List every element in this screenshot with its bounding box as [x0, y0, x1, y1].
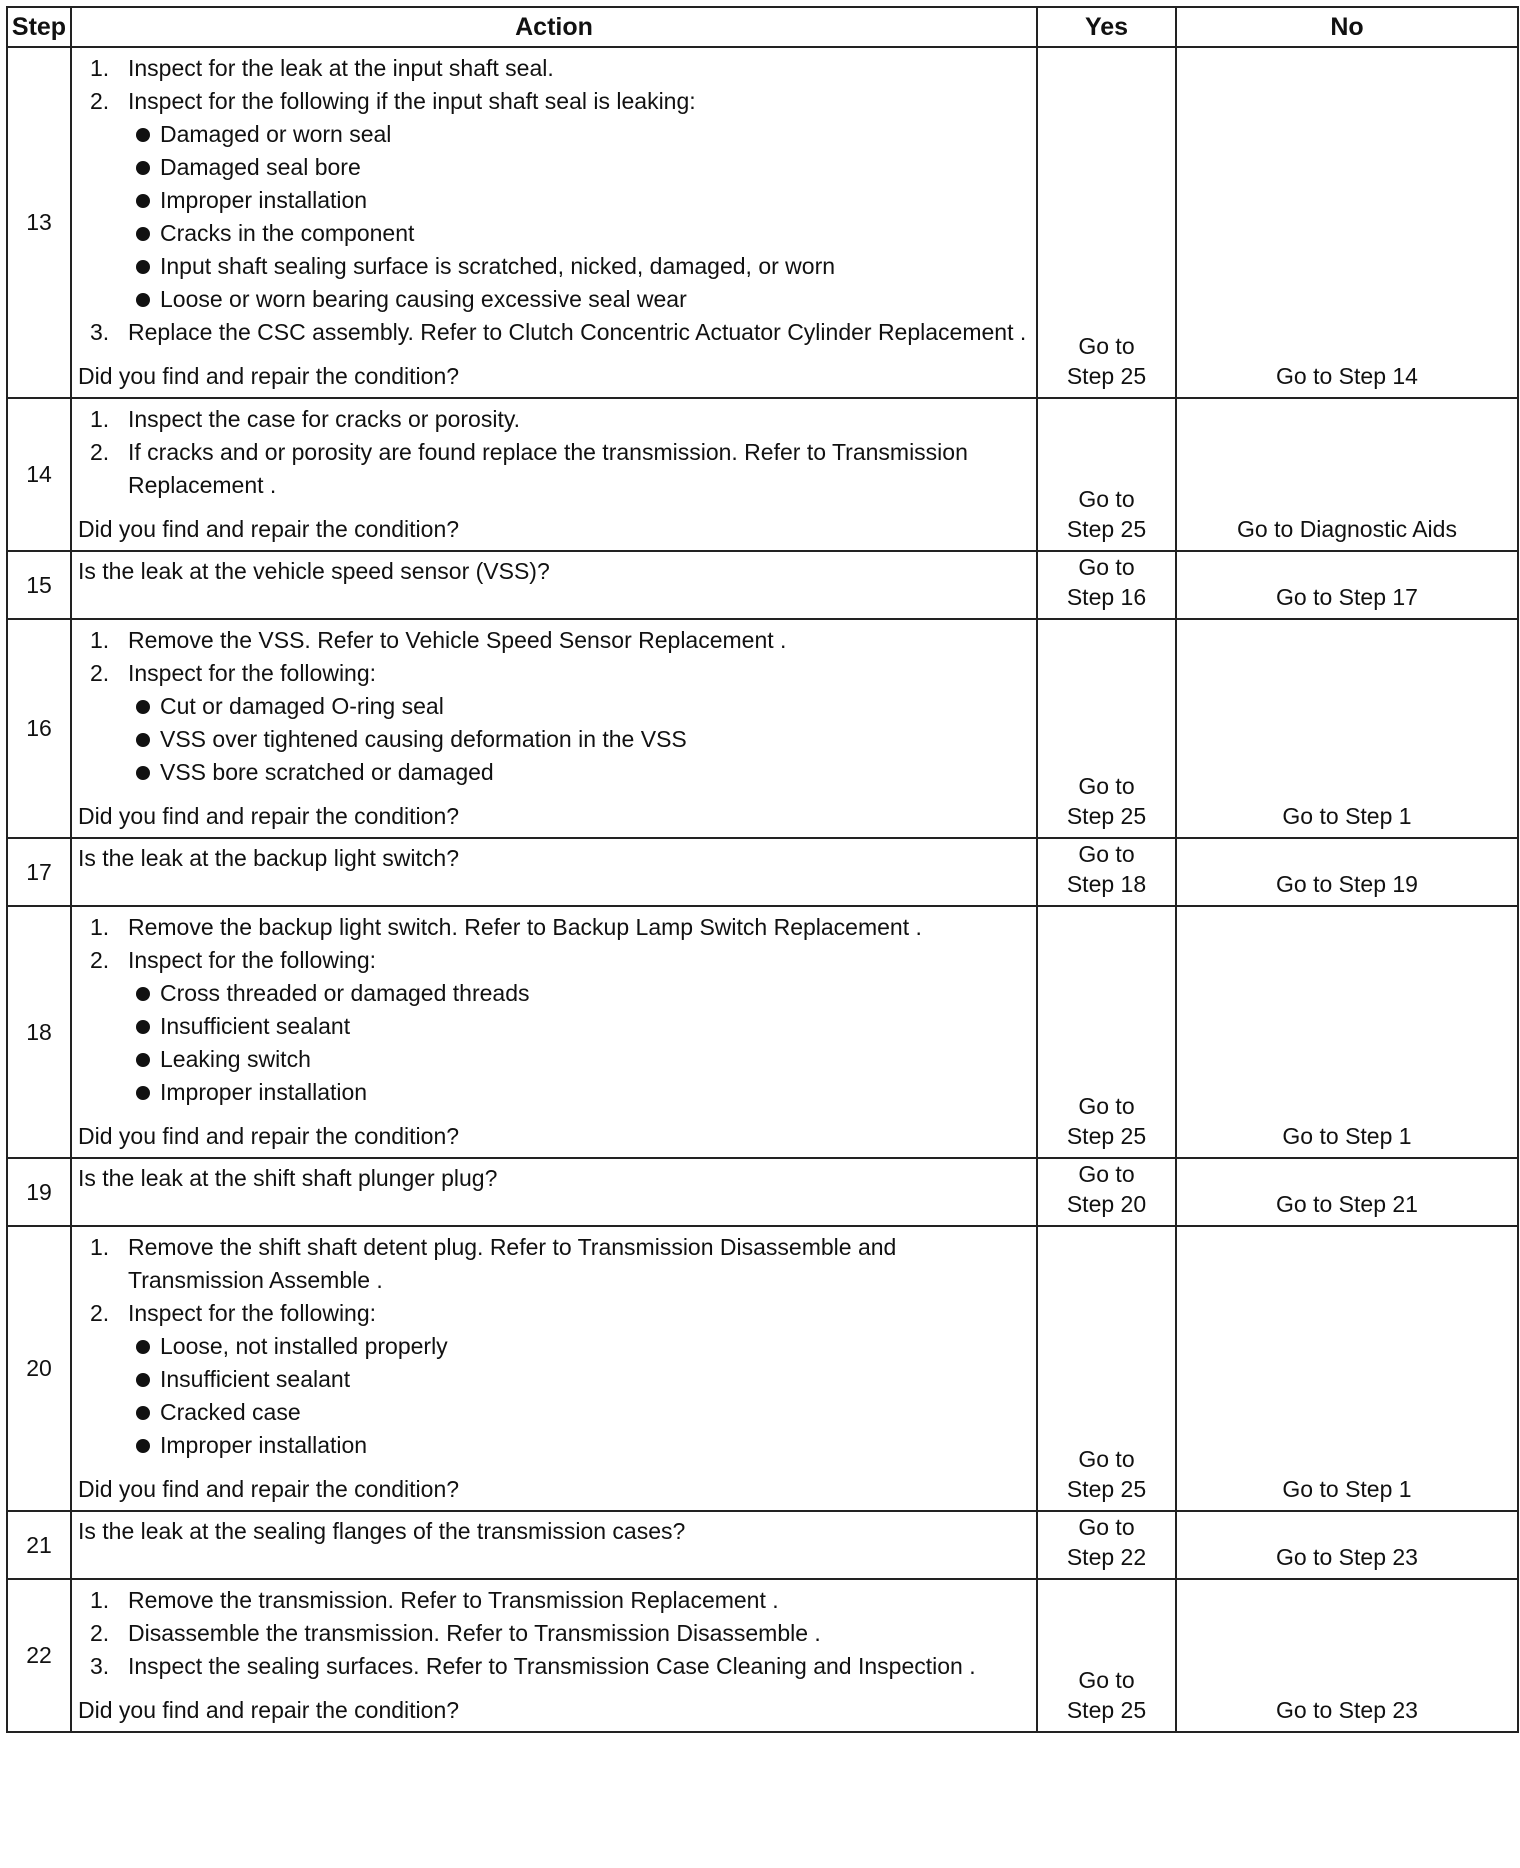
yes-cell	[1037, 1511, 1176, 1579]
bullet-item: Insufficient sealant	[128, 1010, 1032, 1043]
step-text: Inspect the case for cracks or porosity.	[128, 406, 521, 432]
step-marker: 2.	[90, 88, 110, 114]
yes-cell	[1037, 619, 1176, 838]
bullet-item: Improper installation	[128, 1429, 1032, 1462]
bullet-item: Input shaft sealing surface is scratched, nicked, damaged, or worn	[128, 250, 1032, 283]
bullet-item: Loose, not installed properly	[128, 1330, 1032, 1363]
step-text: Replace the CSC assembly. Refer to Clutch Concentric Actuator Cylinder Replacement .	[128, 319, 1027, 345]
step-number: 21	[7, 1511, 71, 1579]
yes-line: Step 25	[1066, 1697, 1147, 1723]
action-cell	[71, 47, 1037, 398]
action-step	[78, 911, 1032, 944]
step-marker: 1.	[90, 1587, 110, 1613]
no-cell: Go to Step 21	[1176, 1158, 1518, 1226]
step-text: Disassemble the transmission. Refer to Transmission Disassemble .	[128, 1620, 821, 1646]
question-text: Is the leak at the sealing flanges of the transmission cases?	[78, 1518, 686, 1544]
step-marker: 1.	[90, 55, 110, 81]
no-cell: Go to Diagnostic Aids	[1176, 398, 1518, 551]
table-row	[7, 838, 1518, 906]
yes-line: Go to	[1078, 333, 1135, 359]
yes-cell	[1037, 398, 1176, 551]
step-number: 13	[7, 47, 71, 398]
yes-cell	[1037, 1158, 1176, 1226]
action-cell	[71, 906, 1037, 1158]
bullet-list	[128, 977, 1032, 1109]
bullet-item: Loose or worn bearing causing excessive seal wear	[128, 283, 1032, 316]
yes-line: Step 25	[1066, 516, 1147, 542]
action-cell	[71, 1158, 1037, 1226]
table-row	[7, 1511, 1518, 1579]
step-text: Remove the VSS. Refer to Vehicle Speed Sensor Replacement .	[128, 627, 787, 653]
bullet-item: Cut or damaged O-ring seal	[128, 690, 1032, 723]
step-number: 16	[7, 619, 71, 838]
step-text: Inspect for the following:	[128, 1300, 377, 1326]
step-marker: 1.	[90, 406, 110, 432]
table-row	[7, 1158, 1518, 1226]
bullet-item: Leaking switch	[128, 1043, 1032, 1076]
step-marker: 2.	[90, 439, 110, 465]
table-row	[7, 619, 1518, 838]
step-text: Inspect for the leak at the input shaft seal.	[128, 55, 554, 81]
action-step	[78, 1297, 1032, 1462]
no-cell: Go to Step 1	[1176, 619, 1518, 838]
step-number: 18	[7, 906, 71, 1158]
yes-cell	[1037, 906, 1176, 1158]
header-no: No	[1176, 7, 1518, 47]
bullet-list	[128, 118, 1032, 316]
action-cell	[71, 1511, 1037, 1579]
header-action: Action	[71, 7, 1037, 47]
yes-cell	[1037, 1579, 1176, 1732]
question-text: Did you find and repair the condition?	[78, 1697, 460, 1723]
step-text: Remove the transmission. Refer to Transmission Replacement .	[128, 1587, 779, 1613]
yes-line: Step 25	[1066, 363, 1147, 389]
step-text: Inspect for the following if the input shaft seal is leaking:	[128, 88, 696, 114]
yes-line: Step 18	[1066, 871, 1147, 897]
step-number: 14	[7, 398, 71, 551]
step-text: Inspect for the following:	[128, 947, 377, 973]
question-text: Did you find and repair the condition?	[78, 1123, 460, 1149]
yes-line: Go to	[1078, 1446, 1135, 1472]
step-number: 17	[7, 838, 71, 906]
question-text: Did you find and repair the condition?	[78, 803, 460, 829]
action-steps	[78, 911, 1032, 1109]
table-row	[7, 1226, 1518, 1511]
no-cell: Go to Step 1	[1176, 906, 1518, 1158]
yes-line: Step 22	[1066, 1544, 1147, 1570]
yes-line: Go to	[1078, 1667, 1135, 1693]
action-cell	[71, 398, 1037, 551]
yes-cell	[1037, 47, 1176, 398]
question-text: Did you find and repair the condition?	[78, 516, 460, 542]
action-step	[78, 657, 1032, 789]
action-steps	[78, 1231, 1032, 1462]
yes-cell	[1037, 551, 1176, 619]
action-steps	[78, 52, 1032, 349]
action-step	[78, 944, 1032, 1109]
action-steps	[78, 624, 1032, 789]
question-text: Is the leak at the backup light switch?	[78, 845, 459, 871]
bullet-item: VSS over tightened causing deformation in the VSS	[128, 723, 1032, 756]
action-step	[78, 624, 1032, 657]
bullet-item: VSS bore scratched or damaged	[128, 756, 1032, 789]
action-step	[78, 1231, 1032, 1297]
step-number: 22	[7, 1579, 71, 1732]
action-steps	[78, 1584, 1032, 1683]
step-text: Inspect for the following:	[128, 660, 377, 686]
action-step	[78, 316, 1032, 349]
diagnostic-table	[6, 6, 1519, 1733]
action-cell	[71, 619, 1037, 838]
step-number: 19	[7, 1158, 71, 1226]
yes-line: Go to	[1078, 1514, 1135, 1540]
yes-cell	[1037, 1226, 1176, 1511]
action-cell	[71, 1226, 1037, 1511]
no-cell: Go to Step 1	[1176, 1226, 1518, 1511]
table-row	[7, 398, 1518, 551]
bullet-list	[128, 1330, 1032, 1462]
yes-line: Go to	[1078, 554, 1135, 580]
step-marker: 3.	[90, 319, 110, 345]
step-number: 20	[7, 1226, 71, 1511]
step-text: Remove the backup light switch. Refer to Backup Lamp Switch Replacement .	[128, 914, 922, 940]
yes-line: Go to	[1078, 841, 1135, 867]
action-step	[78, 1617, 1032, 1650]
step-text: If cracks and or porosity are found replace the transmission. Refer to Transmission Replacement .	[128, 439, 968, 498]
bullet-item: Cross threaded or damaged threads	[128, 977, 1032, 1010]
question-text: Did you find and repair the condition?	[78, 1476, 460, 1502]
action-steps	[78, 403, 1032, 502]
action-step	[78, 85, 1032, 316]
step-marker: 1.	[90, 914, 110, 940]
step-marker: 2.	[90, 660, 110, 686]
no-cell: Go to Step 23	[1176, 1579, 1518, 1732]
action-step	[78, 52, 1032, 85]
table-row	[7, 551, 1518, 619]
bullet-list	[128, 690, 1032, 789]
question-text: Is the leak at the shift shaft plunger plug?	[78, 1165, 498, 1191]
bullet-item: Insufficient sealant	[128, 1363, 1032, 1396]
yes-line: Step 25	[1066, 803, 1147, 829]
bullet-item: Damaged seal bore	[128, 151, 1032, 184]
step-marker: 2.	[90, 1620, 110, 1646]
table-row	[7, 906, 1518, 1158]
bullet-item: Cracks in the component	[128, 217, 1032, 250]
no-cell: Go to Step 14	[1176, 47, 1518, 398]
yes-line: Step 25	[1066, 1476, 1147, 1502]
yes-line: Go to	[1078, 773, 1135, 799]
action-step	[78, 403, 1032, 436]
yes-line: Go to	[1078, 486, 1135, 512]
action-cell	[71, 838, 1037, 906]
step-marker: 2.	[90, 947, 110, 973]
no-cell: Go to Step 17	[1176, 551, 1518, 619]
step-text: Remove the shift shaft detent plug. Refer to Transmission Disassemble and Transmission Assemble .	[128, 1234, 897, 1293]
action-cell	[71, 551, 1037, 619]
step-marker: 3.	[90, 1653, 110, 1679]
yes-cell	[1037, 838, 1176, 906]
no-cell: Go to Step 23	[1176, 1511, 1518, 1579]
bullet-item: Damaged or worn seal	[128, 118, 1032, 151]
step-marker: 1.	[90, 627, 110, 653]
step-text: Inspect the sealing surfaces. Refer to Transmission Case Cleaning and Inspection .	[128, 1653, 976, 1679]
bullet-item: Improper installation	[128, 184, 1032, 217]
action-cell	[71, 1579, 1037, 1732]
table-body	[7, 47, 1518, 1732]
step-number: 15	[7, 551, 71, 619]
bullet-item: Improper installation	[128, 1076, 1032, 1109]
action-step	[78, 436, 1032, 502]
header-row	[7, 7, 1518, 47]
header-yes: Yes	[1037, 7, 1176, 47]
question-text: Is the leak at the vehicle speed sensor (VSS)?	[78, 558, 550, 584]
step-marker: 2.	[90, 1300, 110, 1326]
yes-line: Step 20	[1066, 1191, 1147, 1217]
yes-line: Go to	[1078, 1093, 1135, 1119]
action-step	[78, 1584, 1032, 1617]
yes-line: Go to	[1078, 1161, 1135, 1187]
step-marker: 1.	[90, 1234, 110, 1260]
no-cell: Go to Step 19	[1176, 838, 1518, 906]
header-step: Step	[7, 7, 71, 47]
table-row	[7, 47, 1518, 398]
yes-line: Step 25	[1066, 1123, 1147, 1149]
action-step	[78, 1650, 1032, 1683]
table-row	[7, 1579, 1518, 1732]
yes-line: Step 16	[1066, 584, 1147, 610]
question-text: Did you find and repair the condition?	[78, 363, 460, 389]
bullet-item: Cracked case	[128, 1396, 1032, 1429]
